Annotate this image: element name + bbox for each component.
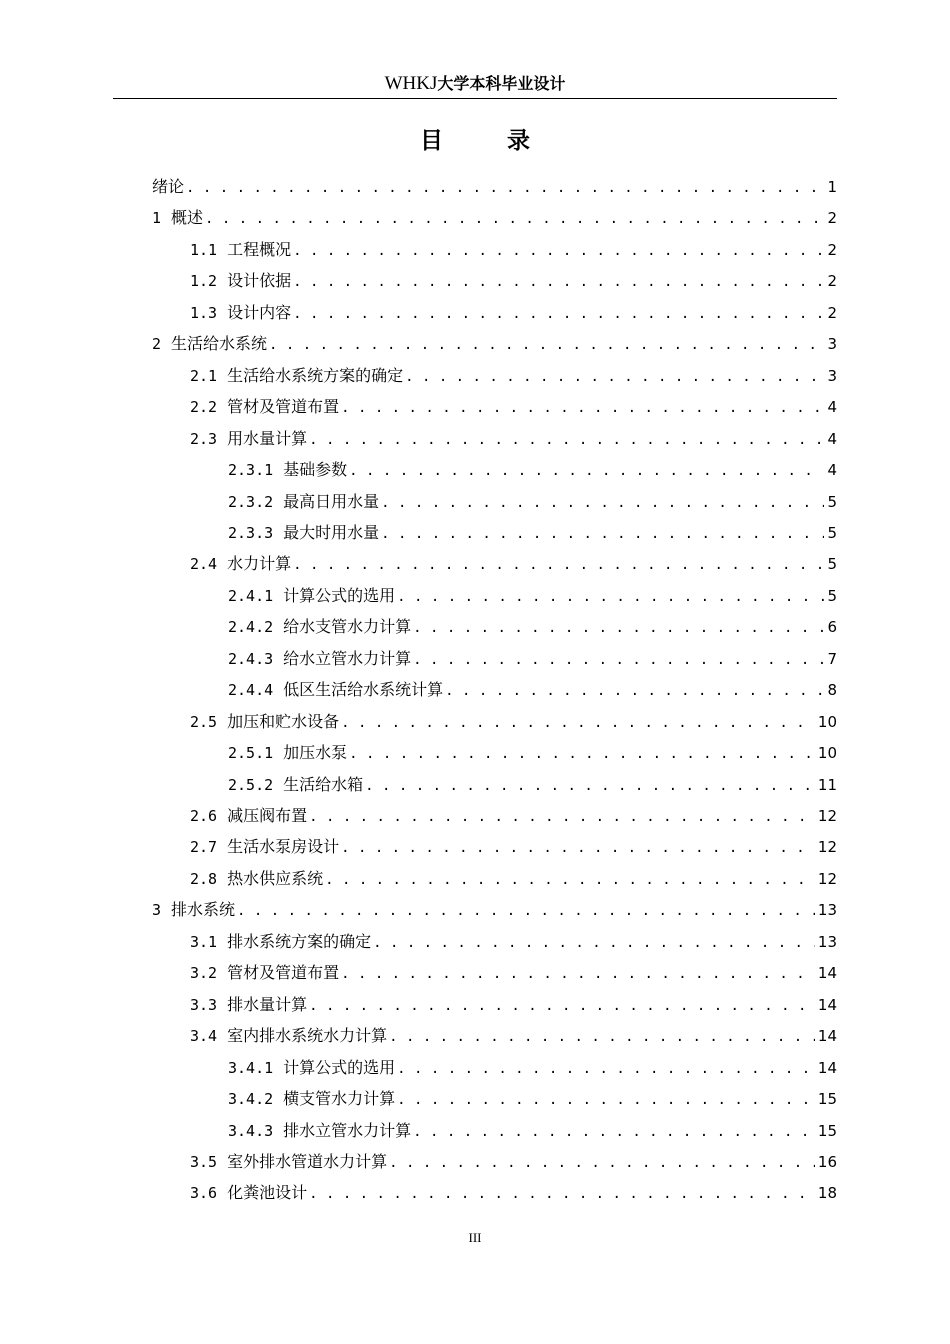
toc-entry-page: 1	[827, 178, 837, 196]
toc-entry-number: 1.2	[190, 272, 218, 291]
toc-entry[interactable]	[228, 1116, 837, 1146]
toc-entry-number: 2.5.1	[228, 744, 274, 763]
toc-dot-leader	[309, 991, 815, 1020]
toc-entry-page: 12	[817, 869, 837, 888]
toc-entry-page: 14	[817, 1027, 837, 1046]
toc-dot-leader	[325, 865, 815, 894]
toc-entry[interactable]	[190, 864, 837, 894]
toc-entry[interactable]	[190, 990, 837, 1020]
toc-dot-leader	[293, 236, 824, 265]
toc-entry[interactable]	[190, 958, 837, 988]
toc-dot-leader	[389, 1022, 815, 1051]
toc-entry-number: 3.5	[190, 1152, 218, 1171]
toc-dot-leader	[237, 896, 815, 925]
toc-entry-label: 工程概况	[227, 239, 292, 259]
toc-entry[interactable]	[152, 203, 837, 233]
toc-dot-leader	[309, 425, 824, 454]
toc-entry-label: 概述	[171, 208, 204, 228]
toc-entry-page: 10	[817, 712, 837, 731]
toc-entry-label: 给水立管水力计算	[283, 648, 412, 668]
toc-entry-number: 2.7	[190, 838, 218, 857]
toc-entry-number: 3.2	[190, 964, 218, 983]
page-number: III	[468, 1230, 482, 1245]
toc-dot-leader	[309, 1179, 815, 1208]
toc-entry-page: 4	[827, 461, 837, 480]
toc-entry-page: 13	[817, 901, 837, 920]
toc-entry-label: 设计依据	[227, 271, 292, 291]
toc-entry-label: 热水供应系统	[227, 868, 324, 888]
toc-dot-leader	[341, 708, 815, 737]
toc-entry[interactable]	[190, 298, 837, 328]
toc-entry-number: 2.4.2	[228, 618, 274, 637]
toc-entry[interactable]	[190, 266, 837, 296]
toc-entry-label: 计算公式的选用	[283, 1057, 396, 1077]
toc-dot-leader	[309, 802, 815, 831]
header-rule	[113, 98, 837, 99]
toc-entry-page: 15	[817, 1090, 837, 1109]
toc-entry-label: 低区生活给水系统计算	[283, 680, 444, 700]
toc-entry-page: 8	[827, 681, 837, 700]
toc-dot-leader	[373, 928, 815, 957]
toc-dot-leader	[397, 1085, 815, 1114]
toc-entry-label: 管材及管道布置	[227, 397, 340, 417]
toc-entry-number: 2.5	[190, 712, 218, 731]
toc-entry-number: 3	[152, 901, 162, 920]
toc-entry-page: 18	[817, 1184, 837, 1203]
toc-entry-label: 生活给水系统	[171, 334, 268, 354]
toc-entry-label: 最大时用水量	[283, 522, 380, 542]
toc-dot-leader	[341, 959, 815, 988]
toc-entry[interactable]	[228, 518, 837, 548]
toc-entry-page: 12	[817, 807, 837, 825]
toc-entry-number: 2.4.4	[228, 681, 274, 700]
toc-entry-label: 生活给水箱	[283, 774, 364, 794]
toc-dot-leader	[365, 771, 815, 800]
toc-entry[interactable]	[190, 832, 837, 862]
toc-dot-leader	[381, 488, 824, 517]
toc-entry-number: 2.3.1	[228, 461, 274, 480]
toc-entry-number: 2.4.1	[228, 586, 274, 605]
toc-dot-leader	[397, 1054, 815, 1083]
toc-entry-number: 2.5.2	[228, 775, 274, 794]
toc-entry-label: 设计内容	[227, 302, 292, 322]
toc-entry-number: 3.1	[190, 932, 218, 951]
toc-dot-leader	[341, 833, 815, 862]
toc-entry-number: 2.8	[190, 869, 218, 888]
toc-entry[interactable]	[228, 675, 837, 705]
toc-entry-number: 3.6	[190, 1184, 218, 1203]
toc-entry-page: 5	[827, 555, 837, 574]
toc-entry[interactable]	[190, 392, 837, 422]
toc-entry-page: 14	[817, 1058, 837, 1077]
toc-dot-leader	[405, 362, 824, 391]
toc-entry-number: 3.4.3	[228, 1121, 274, 1140]
toc-entry-label: 水力计算	[227, 554, 292, 574]
toc-entry-page: 6	[827, 618, 837, 637]
toc-entry-number: 1	[152, 209, 162, 228]
toc-entry[interactable]	[190, 235, 837, 265]
toc-dot-leader	[381, 519, 824, 548]
toc-entry-page: 12	[817, 838, 837, 857]
toc-entry[interactable]	[228, 581, 837, 611]
toc-entry-label: 管材及管道布置	[227, 963, 340, 983]
toc-entry-page: 7	[827, 649, 837, 668]
toc-entry-label: 计算公式的选用	[283, 585, 396, 605]
toc-dot-leader	[349, 456, 824, 485]
toc-entry-label: 加压和贮水设备	[227, 711, 340, 731]
toc-entry-page: 13	[817, 932, 837, 951]
toc-entry[interactable]	[228, 1053, 837, 1083]
toc-entry-number: 3.4.2	[228, 1090, 274, 1109]
toc-entry-label: 排水量计算	[227, 994, 308, 1014]
toc-entry[interactable]	[190, 707, 837, 737]
toc-dot-leader	[205, 204, 824, 233]
toc-entry[interactable]	[152, 172, 837, 202]
toc-entry-page: 14	[817, 995, 837, 1014]
toc-title: 目 录	[419, 128, 558, 154]
toc-entry-label: 排水立管水力计算	[283, 1120, 412, 1140]
toc-dot-leader	[186, 173, 824, 202]
toc-entry[interactable]	[228, 770, 837, 800]
toc-entry[interactable]	[152, 329, 837, 359]
toc-dot-leader	[293, 550, 824, 579]
toc-dot-leader	[413, 613, 824, 642]
toc-entry-number: 2.3.3	[228, 523, 274, 542]
toc-entry-number: 3.4	[190, 1027, 218, 1046]
header-latin-text: WHKJ	[384, 73, 438, 94]
toc-entry-number: 2.4.3	[228, 649, 274, 668]
toc-entry-number: 3.4.1	[228, 1058, 274, 1077]
toc-entry-page: 5	[827, 523, 837, 542]
toc-entry-number: 2.3.2	[228, 492, 274, 511]
toc-entry-page: 2	[827, 272, 837, 291]
toc-entry-label: 生活给水系统方案的确定	[227, 365, 404, 385]
toc-entry[interactable]	[190, 927, 837, 957]
toc-entry-label: 用水量计算	[227, 428, 308, 448]
toc-entry[interactable]	[190, 801, 837, 831]
page-header	[113, 70, 837, 98]
toc-entry-label: 室内排水系统水力计算	[227, 1026, 388, 1046]
toc-entry-page: 10	[817, 744, 837, 763]
toc-dot-leader	[397, 582, 824, 611]
toc-entry-page: 4	[827, 398, 837, 417]
toc-entry-label: 室外排水管道水力计算	[227, 1151, 388, 1171]
toc-entry[interactable]	[228, 738, 837, 768]
toc-entry-label: 绪论	[152, 177, 185, 196]
toc-entry-page: 2	[827, 240, 837, 259]
toc-entry[interactable]	[190, 549, 837, 579]
toc-entry[interactable]	[228, 455, 837, 485]
toc-entry-label: 化粪池设计	[227, 1183, 308, 1203]
toc-entry-label: 排水系统方案的确定	[227, 931, 372, 951]
toc-dot-leader	[349, 739, 815, 768]
toc-dot-leader	[293, 267, 824, 296]
toc-entry[interactable]	[228, 1084, 837, 1114]
toc-entry-number: 1.1	[190, 240, 218, 259]
toc-entry[interactable]	[190, 1021, 837, 1051]
toc-entry-label: 给水支管水力计算	[283, 617, 412, 637]
toc-dot-leader	[413, 645, 824, 674]
toc-entry-number: 2.4	[190, 555, 218, 574]
toc-entry-page: 16	[817, 1152, 837, 1171]
toc-dot-leader	[269, 330, 824, 359]
toc-entry[interactable]	[190, 361, 837, 391]
toc-entry-label: 基础参数	[283, 460, 348, 480]
toc-entry-number: 3.3	[190, 995, 218, 1014]
toc-entry-page: 2	[827, 303, 837, 322]
toc-entry-number: 2.6	[190, 807, 218, 825]
toc-entry[interactable]	[228, 612, 837, 642]
toc-entry-page: 4	[827, 429, 837, 448]
toc-entry-label: 最高日用水量	[283, 491, 380, 511]
toc-entry[interactable]	[190, 424, 837, 454]
toc-entry-label: 生活水泵房设计	[227, 837, 340, 857]
toc-entry[interactable]	[190, 1178, 837, 1208]
toc-entry-page: 5	[827, 586, 837, 605]
toc-entry-number: 2	[152, 335, 162, 354]
toc-dot-leader	[341, 393, 824, 422]
toc-entry-label: 排水系统	[171, 900, 236, 920]
toc-entry[interactable]	[190, 1147, 837, 1177]
toc-entry-number: 2.1	[190, 366, 218, 385]
toc-dot-leader	[413, 1117, 815, 1146]
toc-entry-page: 3	[827, 366, 837, 385]
toc-entry-page: 11	[817, 775, 837, 794]
toc-entry-number: 2.2	[190, 398, 218, 417]
toc-entry[interactable]	[228, 487, 837, 517]
toc-dot-leader	[293, 299, 824, 328]
toc-entry-page: 14	[817, 964, 837, 983]
toc-entry-number: 1.3	[190, 303, 218, 322]
toc-entry-label: 横支管水力计算	[283, 1089, 396, 1109]
toc-entry-page: 15	[817, 1121, 837, 1140]
toc-entry[interactable]	[152, 895, 837, 925]
toc-entry-label: 加压水泵	[283, 743, 348, 763]
toc-entry[interactable]	[228, 644, 837, 674]
header-title-text: 大学本科毕业设计	[437, 74, 566, 93]
toc-entry-page: 5	[827, 492, 837, 511]
toc-entry-page: 3	[827, 335, 837, 354]
toc-dot-leader	[445, 676, 824, 705]
toc-entry-page: 2	[827, 209, 837, 228]
toc-entry-label: 减压阀布置	[227, 806, 308, 825]
toc-entry-number: 2.3	[190, 429, 218, 448]
toc-dot-leader	[389, 1148, 815, 1177]
